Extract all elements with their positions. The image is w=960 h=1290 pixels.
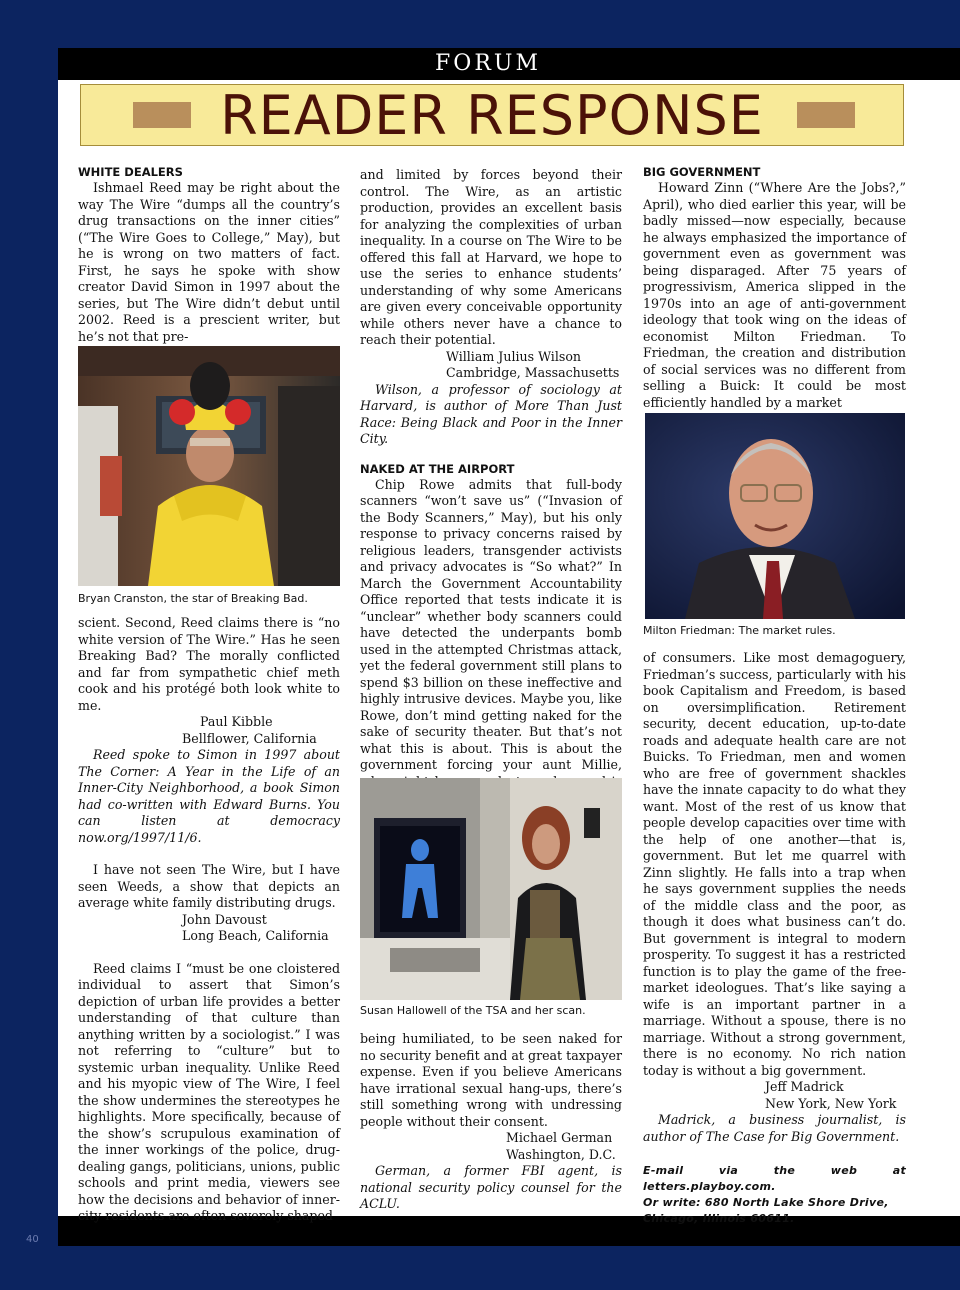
letter-signature-name: Michael German <box>506 1130 613 1145</box>
letter-paragraph: Ishmael Reed may be right about the way The Wire “dumps all the country’s drug transactions on the inner cities” (“The Wire Goes to College,” May), but he is wrong on two matters of fact. First, he says he spoke with show creator David Simon in 1997 about the series, but The Wire didn’t debut until 2002. Reed is a prescient writer, but he’s not that pre- <box>78 180 340 344</box>
photo-caption: Milton Friedman: The market rules. <box>643 624 836 637</box>
editor-note: Wilson, a professor of sociology at Harvard, is author of More Than Just Race: Being Black and Poor in the Inner City. <box>360 381 622 446</box>
section-label: FORUM <box>435 51 541 76</box>
column-1-bottom <box>78 615 340 1225</box>
letter-paragraph: I have not seen The Wire, but I have seen Weeds, a show that depicts an average white family distributing drugs. <box>78 862 340 910</box>
letter-paragraph: being humiliated, to be seen naked for no security benefit and at great taxpayer expense. Even if you believe Americans have irrational sexual hang-ups, there’s still something wrong with undressing people without their consent. <box>360 1031 622 1129</box>
letter-signature-place: Long Beach, California <box>182 928 329 943</box>
letter-paragraph: Howard Zinn (“Where Are the Jobs?,” April), who died earlier this year, will be badly missed—now especially, because he always emphasized the importance of government even as government was being disparaged. After 75 years of progressivism, America slipped in the 1970s into an age of anti-government ideology that took wing on the ideas of economist Milton Friedman. To Friedman, the creation and distribution of social services was no different from selling a Buick: It could be most efficiently handled by a market <box>643 180 906 410</box>
letter-signature-name: John Davoust <box>182 911 267 927</box>
letter-signature-place: New York, New York <box>765 1095 897 1111</box>
article-heading-big-government: BIG GOVERNMENT <box>643 165 761 179</box>
editor-note: German, a former FBI agent, is national security policy counsel for the ACLU. <box>360 1163 622 1211</box>
letter-signature-place: Cambridge, Massachusetts <box>446 365 620 380</box>
letter-signature-name: William Julius Wilson <box>446 348 582 364</box>
contact-city-line: Chicago, Illinois 60611. <box>643 1212 795 1225</box>
column-1-top <box>78 165 340 345</box>
letter-signature-place: Bellflower, California <box>182 730 317 746</box>
letter-signature-name: Paul Kibble <box>200 714 273 729</box>
editor-note: Madrick, a business journalist, is author of The Case for Big Government. <box>643 1112 906 1144</box>
article-heading-white-dealers: WHITE DEALERS <box>78 165 183 179</box>
column-3-top <box>643 165 906 411</box>
editor-note: Reed spoke to Simon in 1997 about The Corner: A Year in the Life of an Inner-City Neighborhood, a book Simon had co-written with Edward Burns. You can listen at democracy now.org/1997/11/6. <box>78 747 340 845</box>
title-banner <box>80 84 904 146</box>
column-3-bottom <box>643 650 906 1227</box>
letter-paragraph: and limited by forces beyond their control. The Wire, as an artistic production, provides an excellent basis for analyzing the complexities of urban inequality. In a course on The Wire to be offered this fall at Harvard, we hope to use the series to enhance students’ understanding of why some Americans are given every conceivable opportunity while others never have a chance to reach their potential. <box>360 167 622 347</box>
photo-caption: Bryan Cranston, the star of Breaking Bad. <box>78 592 308 605</box>
photo-milton-friedman <box>645 413 905 619</box>
photo-bryan-cranston <box>78 346 340 586</box>
contact-address-line: Or write: 680 North Lake Shore Drive, <box>643 1196 889 1209</box>
letter-paragraph: of consumers. Like most demagoguery, Friedman’s success, particularly with his book Capitalism and Freedom, is based on oversimplification. Retirement security, decent education, up-to-date roads and adequate health care are not Buicks. To Friedman, men and women who are free of government shackles have the innate capacity to do what they want. Most of the rest of us know that people develop capacities over time with the help of one another—that is, government. But let me quarrel with Zinn slightly. He falls into a trap when he says government supplies the needs of the middle class and the poor, as though it does what business can’t do. But government is integral to modern prosperity. To suggest it has a restricted function is to play the game of the free-market ideologues. That’s like saying a wife is an important partner in a marriage. Without a spouse, there is no marriage. Without a strong government, there is no economy. No rich nation today is without a big government. <box>643 650 906 1078</box>
banner-ornament-right <box>797 102 855 128</box>
letter-signature-name: Jeff Madrick <box>765 1079 844 1094</box>
page-number: 40 <box>26 1234 39 1245</box>
photo-susan-hallowell <box>360 778 622 1000</box>
letter-paragraph: scient. Second, Reed claims there is “no white version of The Wire.” Has he seen Breaking Bad? The morally conflicted and far from sympathetic chief meth cook and his protégé both look white to me. <box>78 615 340 713</box>
photo-caption: Susan Hallowell of the TSA and her scan. <box>360 1004 586 1017</box>
article-heading-naked-at-the-airport: NAKED AT THE AIRPORT <box>360 461 515 476</box>
column-2-top <box>360 167 622 807</box>
letter-paragraph: Reed claims I “must be one cloistered individual to assert that Simon’s depiction of urban life provides a better understanding of that culture than anything written by a sociologist.” I was not referring to “culture” but to systemic urban inequality. Unlike Reed and his myopic view of The Wire, I feel the show undermines the stereotypes he highlights. More specifically, because of the show’s scrupulous examination of the inner workings of the police, drug-dealing gangs, politicians, unions, public schools and print media, viewers see how the decisions and behavior of inner-city residents are often severely shaped <box>78 960 340 1223</box>
column-2-bottom <box>360 1031 622 1213</box>
contact-email-line: E-mail via the web at letters.playboy.com. <box>643 1164 906 1193</box>
page-title: READER RESPONSE <box>220 84 764 147</box>
letter-paragraph: Chip Rowe admits that full-body scanners “won’t save us” (“Invasion of the Body Scanners,” May), but his only response to privacy concerns raised by religious leaders, transgender activists and privacy advocates is “So what?” In March the Government Accountability Office reported that tests indicate it is “unclear” whether body scanners could have detected the underpants bomb used in the attempted Christmas attack, yet the federal government still plans to spend $3 billion on these ineffective and highly intrusive devices. Maybe you, like Rowe, don’t mind getting naked for the sake of security theater. But that’s not what this is about. This is about the government forcing your aunt Millie, <box>360 476 622 772</box>
letter-signature-place: Washington, D.C. <box>506 1146 616 1162</box>
